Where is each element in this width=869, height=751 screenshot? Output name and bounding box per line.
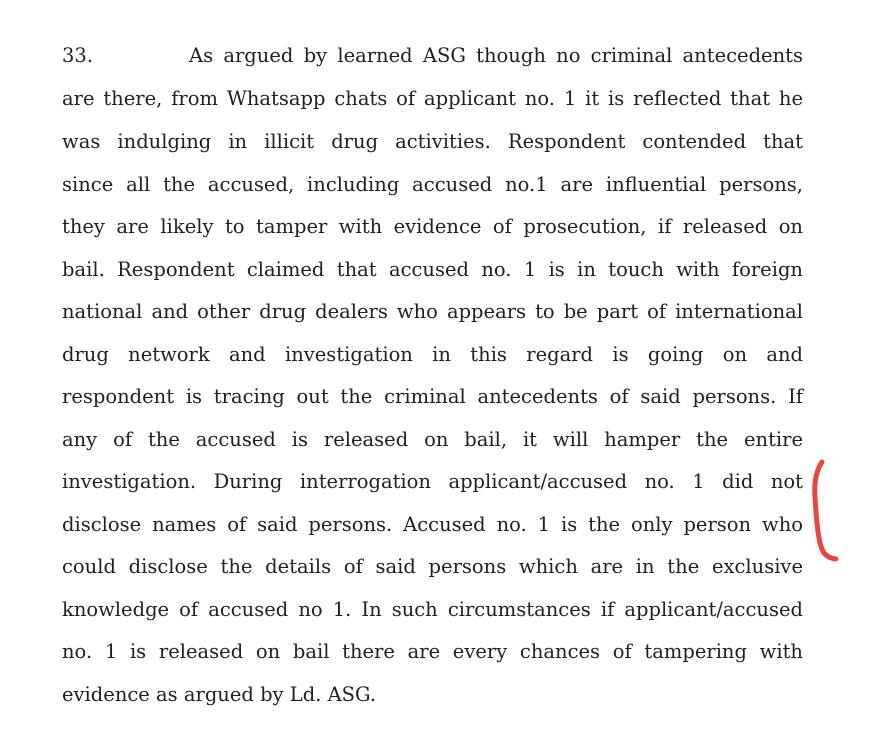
text-line-4: they are likely to tamper with evidence of prosecution, if released on	[62, 215, 803, 238]
red-brace-annotation	[805, 455, 850, 575]
text-line-9: any of the accused is released on bail, it will hamper the entire	[62, 428, 803, 451]
text-line-3: since all the accused, including accused no.1 are influential persons,	[62, 173, 803, 196]
text-line-6: national and other drug dealers who appears to be part of international	[62, 300, 803, 323]
text-line-11: disclose names of said persons. Accused no. 1 is the only person who	[62, 513, 803, 536]
text-line-10: investigation. During interrogation applicant/accused no. 1 did not	[62, 470, 803, 493]
text-line-1: are there, from Whatsapp chats of applicant no. 1 it is reflected that he	[62, 87, 803, 110]
text-line-13: knowledge of accused no 1. In such circumstances if applicant/accused	[62, 598, 803, 621]
text-line-14: no. 1 is released on bail there are every chances of tampering with	[62, 640, 803, 663]
text-line-7: drug network and investigation in this regard is going on and	[62, 343, 803, 366]
text-line-15: evidence as argued by Ld. ASG.	[62, 683, 377, 706]
text-line-first: As argued by learned ASG though no criminal antecedents	[189, 44, 803, 67]
paragraph-number: 33.	[62, 44, 94, 67]
text-line-8: respondent is tracing out the criminal antecedents of said persons. If	[62, 385, 803, 408]
text-line-2: was indulging in illicit drug activities. Respondent contended that	[62, 130, 803, 153]
text-line-5: bail. Respondent claimed that accused no. 1 is in touch with foreign	[62, 258, 803, 281]
text-line-12: could disclose the details of said persons which are in the exclusive	[62, 555, 803, 578]
